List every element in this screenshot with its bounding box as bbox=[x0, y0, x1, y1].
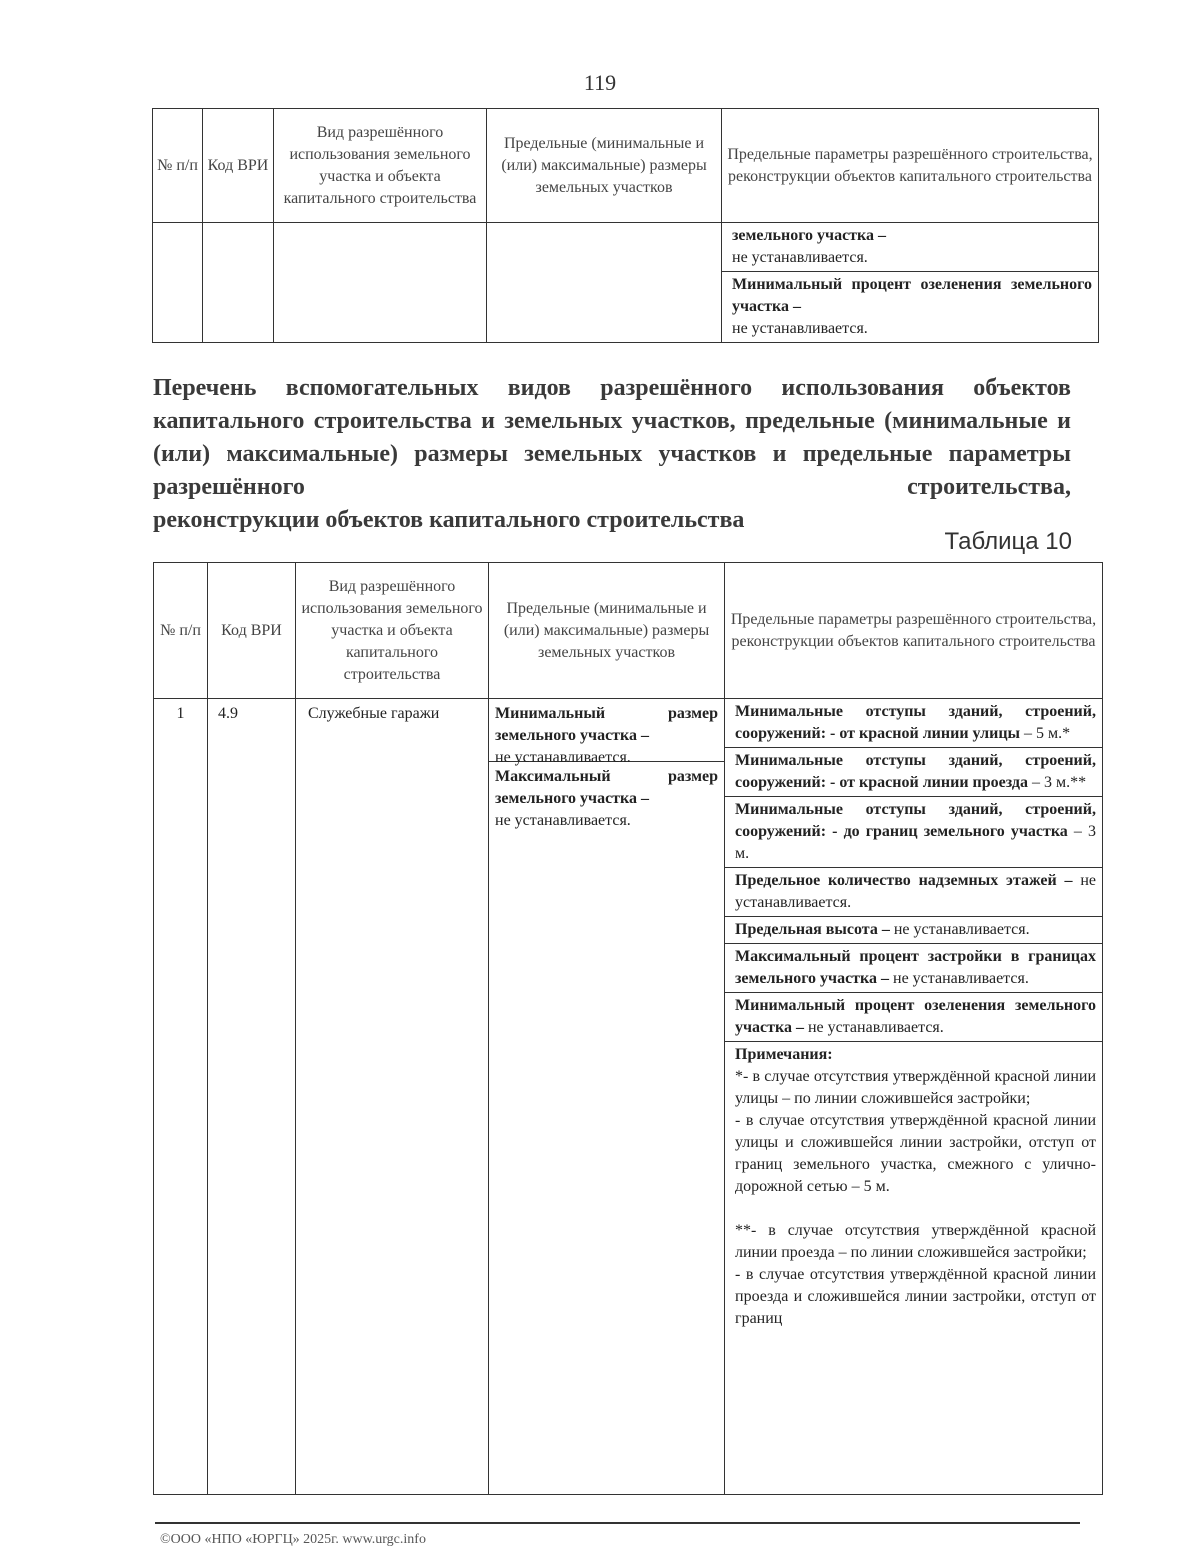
cell-empty bbox=[274, 223, 487, 343]
param-title: Минимальный процент озеленения земельного участка – bbox=[732, 276, 1092, 315]
param-value: не устанавливается. bbox=[889, 921, 1030, 938]
header-params: Предельные параметры разрешённого строительства, реконструкции объектов капитального строительства bbox=[722, 109, 1099, 223]
row-kind: Служебные гаражи bbox=[296, 699, 489, 1495]
param-title: Максимальный процент застройки в границах земельного участка – bbox=[735, 948, 1096, 987]
param-item bbox=[725, 993, 1102, 1042]
size-item bbox=[489, 699, 724, 766]
cell-empty bbox=[487, 223, 722, 343]
param-value: не устанавливается. bbox=[803, 1019, 944, 1036]
footer-divider bbox=[155, 1522, 1080, 1524]
header-code: Код ВРИ bbox=[203, 109, 274, 223]
param-title: Предельное количество надземных этажей – bbox=[735, 872, 1073, 889]
params-cell bbox=[722, 223, 1099, 343]
continuation-table bbox=[152, 108, 1099, 343]
heading-text-last: реконструкции объектов капитального строительства bbox=[153, 507, 745, 533]
param-value: не устанавливается. bbox=[732, 320, 868, 337]
note-item: - в случае отсутствия утверждённой красной линии улицы и сложившейся линии застройки, отступ от границ земельного участка, смежного с улично-дорожной сетью – 5 м. bbox=[735, 1112, 1096, 1195]
note-item: - в случае отсутствия утверждённой красной линии проезда и сложившейся линии застройки, отступ от границ bbox=[735, 1266, 1096, 1327]
param-title: Минимальные отступы зданий, строений, сооружений: - от красной линии улицы bbox=[735, 703, 1096, 742]
heading-text: Перечень вспомогательных видов разрешённого использования объектов капитального строительства и земельных участков, предельные (минимальные и (или) максимальные) размеры земельных участков и предельные параметры разрешённого строительства, bbox=[153, 375, 1071, 500]
param-value: – 3 м. bbox=[735, 823, 1097, 862]
note-item: **- в случае отсутствия утверждённой красной линии проезда – по линии сложившейся застройки; bbox=[735, 1222, 1096, 1261]
param-item bbox=[725, 699, 1102, 748]
notes-title: Примечания: bbox=[735, 1046, 833, 1063]
notes-block bbox=[725, 1042, 1102, 1332]
param-value: не устанавливается. bbox=[735, 872, 1096, 911]
size-value: не устанавливается. bbox=[495, 812, 631, 829]
param-item bbox=[725, 944, 1102, 993]
header-params: Предельные параметры разрешённого строительства, реконструкции объектов капитального строительства bbox=[725, 563, 1103, 699]
param-value: не устанавливается. bbox=[732, 249, 868, 266]
header-kind: Вид разрешённого использования земельного участка и объекта капитального строительства bbox=[296, 563, 489, 699]
param-item bbox=[725, 917, 1102, 944]
header-sizes: Предельные (минимальные и (или) максимальные) размеры земельных участков bbox=[489, 563, 725, 699]
param-title: Минимальный процент озеленения земельного участка – bbox=[735, 997, 1096, 1036]
param-item bbox=[725, 797, 1102, 868]
table-caption: Таблица 10 bbox=[944, 528, 1072, 555]
note-item: *- в случае отсутствия утверждённой красной линии улицы – по линии сложившейся застройки; bbox=[735, 1068, 1096, 1107]
cell-empty bbox=[203, 223, 274, 343]
header-kind: Вид разрешённого использования земельного участка и объекта капитального строительства bbox=[274, 109, 487, 223]
param-title: земельного участка – bbox=[732, 227, 887, 244]
param-item bbox=[722, 272, 1098, 342]
footer-text: ©ООО «НПО «ЮРГЦ» 2025г. www.urgc.info bbox=[160, 1532, 426, 1547]
params-cell bbox=[725, 699, 1103, 1495]
size-title: Минимальный размер земельного участка – bbox=[495, 705, 718, 744]
row-num: 1 bbox=[154, 699, 208, 1495]
param-value: – 3 м.** bbox=[1028, 774, 1087, 791]
size-title: Максимальный размер земельного участка – bbox=[495, 768, 718, 807]
cell-empty bbox=[153, 223, 203, 343]
param-title: Предельная высота – bbox=[735, 921, 890, 938]
header-num: № п/п bbox=[153, 109, 203, 223]
param-title: Минимальные отступы зданий, строений, сооружений: - до границ земельного участка bbox=[735, 801, 1096, 840]
sizes-cell bbox=[489, 699, 725, 1495]
param-value: не устанавливается. bbox=[889, 970, 1029, 987]
header-code: Код ВРИ bbox=[208, 563, 296, 699]
param-item bbox=[725, 868, 1102, 917]
size-value: не устанавливается. bbox=[495, 749, 631, 766]
header-num: № п/п bbox=[154, 563, 208, 699]
param-value: – 5 м.* bbox=[1020, 725, 1071, 742]
row-code: 4.9 bbox=[208, 699, 296, 1495]
page-number: 119 bbox=[583, 70, 617, 95]
size-item bbox=[489, 761, 724, 832]
main-table bbox=[153, 562, 1103, 1495]
section-heading bbox=[153, 372, 1071, 537]
header-sizes: Предельные (минимальные и (или) максимальные) размеры земельных участков bbox=[487, 109, 722, 223]
param-item bbox=[722, 223, 1098, 272]
param-item bbox=[725, 748, 1102, 797]
param-title: Минимальные отступы зданий, строений, сооружений: - от красной линии проезда bbox=[735, 752, 1096, 791]
